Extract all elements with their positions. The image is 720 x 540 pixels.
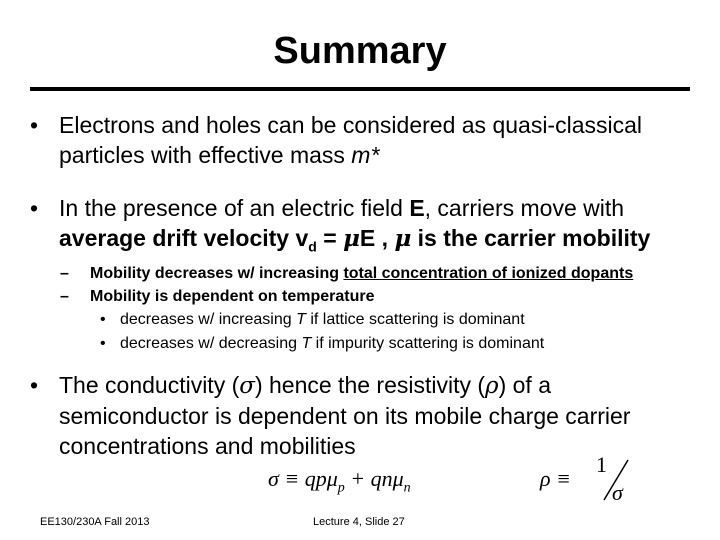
subbullet-ionized-dopants bbox=[60, 264, 700, 283]
eq-subscript: p bbox=[337, 480, 345, 496]
bullet-line: , carriers move with bbox=[424, 195, 625, 221]
eq-subscript: n bbox=[403, 480, 411, 496]
mu-symbol: μ bbox=[394, 225, 412, 252]
resistivity-equation bbox=[540, 466, 571, 492]
bullet-line: concentrations and mobilities bbox=[59, 433, 356, 459]
effective-mass-symbol: m* bbox=[351, 142, 380, 168]
temperature-symbol: T bbox=[296, 311, 306, 328]
drift-text: is the carrier mobility bbox=[411, 225, 651, 251]
bullet-line: Electrons and holes can be considered as quasi-classical bbox=[59, 112, 642, 138]
drift-text: average drift velocity v bbox=[59, 225, 309, 251]
bullet-text bbox=[59, 370, 700, 461]
bullet-glyph: • bbox=[30, 372, 39, 398]
drift-subscript: d bbox=[308, 238, 317, 255]
slide-title: Summary bbox=[273, 30, 447, 72]
drift-velocity-line bbox=[59, 225, 651, 255]
equals: = bbox=[316, 225, 344, 251]
bullet-text bbox=[59, 110, 700, 170]
bullet-line: The conductivity ( bbox=[59, 372, 240, 398]
drift-text: E , bbox=[359, 225, 395, 251]
subsub-line: if lattice scattering is dominant bbox=[305, 311, 525, 328]
bullet-glyph: • bbox=[100, 311, 106, 328]
subsub-line: if impurity scattering is dominant bbox=[311, 335, 545, 352]
sigma-symbol: σ bbox=[239, 373, 255, 399]
underlined-text: total concentration of ionized dopants bbox=[343, 265, 634, 282]
subsubbullet-text bbox=[120, 333, 680, 355]
fraction-numerator: 1 bbox=[596, 452, 607, 477]
footer-course: EE130/230A Fall 2013 bbox=[40, 516, 150, 528]
subbullet-line: Mobility decreases w/ increasing bbox=[90, 265, 344, 282]
bullet-glyph: • bbox=[30, 112, 39, 138]
bullet-glyph: • bbox=[100, 335, 106, 352]
eq-part: ρ ≡ bbox=[540, 466, 571, 491]
dash-glyph: – bbox=[60, 265, 69, 282]
bullet-effective-mass bbox=[30, 110, 700, 170]
temperature-symbol: T bbox=[301, 335, 312, 352]
subbullet-temperature bbox=[60, 287, 700, 306]
mu-symbol: μ bbox=[343, 225, 360, 252]
dash-glyph: – bbox=[60, 288, 69, 305]
bullet-glyph: • bbox=[30, 195, 39, 221]
bullet-line: semiconductor is dependent on its mobile charge carrier bbox=[59, 403, 631, 429]
fraction-denominator: σ bbox=[612, 480, 623, 505]
subbullet-text bbox=[90, 264, 700, 283]
title-underline bbox=[30, 87, 690, 91]
bullet-line: In the presence of an electric field bbox=[59, 195, 410, 221]
eq-part: σ ≡ qpμ bbox=[268, 466, 338, 491]
field-symbol: E bbox=[409, 195, 425, 221]
bullet-line: ) hence the resistivity ( bbox=[254, 372, 486, 398]
bullet-text bbox=[59, 193, 700, 262]
bullet-line: ) of a bbox=[498, 372, 551, 398]
subsubbullet-lattice bbox=[100, 309, 680, 331]
subsubbullet-text bbox=[120, 309, 680, 331]
bullet-line: particles with effective mass bbox=[59, 142, 352, 168]
subsub-line: decreases w/ increasing bbox=[120, 311, 297, 328]
bullet-drift-velocity bbox=[30, 193, 700, 262]
rho-symbol: ρ bbox=[485, 373, 499, 399]
conductivity-equation bbox=[268, 466, 411, 496]
subbullet-text: Mobility is dependent on temperature bbox=[90, 288, 375, 305]
bullet-conductivity bbox=[30, 370, 700, 461]
subsub-line: decreases w/ decreasing bbox=[120, 335, 302, 352]
eq-part: + qnμ bbox=[344, 466, 404, 491]
subsubbullet-impurity bbox=[100, 333, 680, 355]
footer-slide-number: Lecture 4, Slide 27 bbox=[313, 516, 405, 528]
